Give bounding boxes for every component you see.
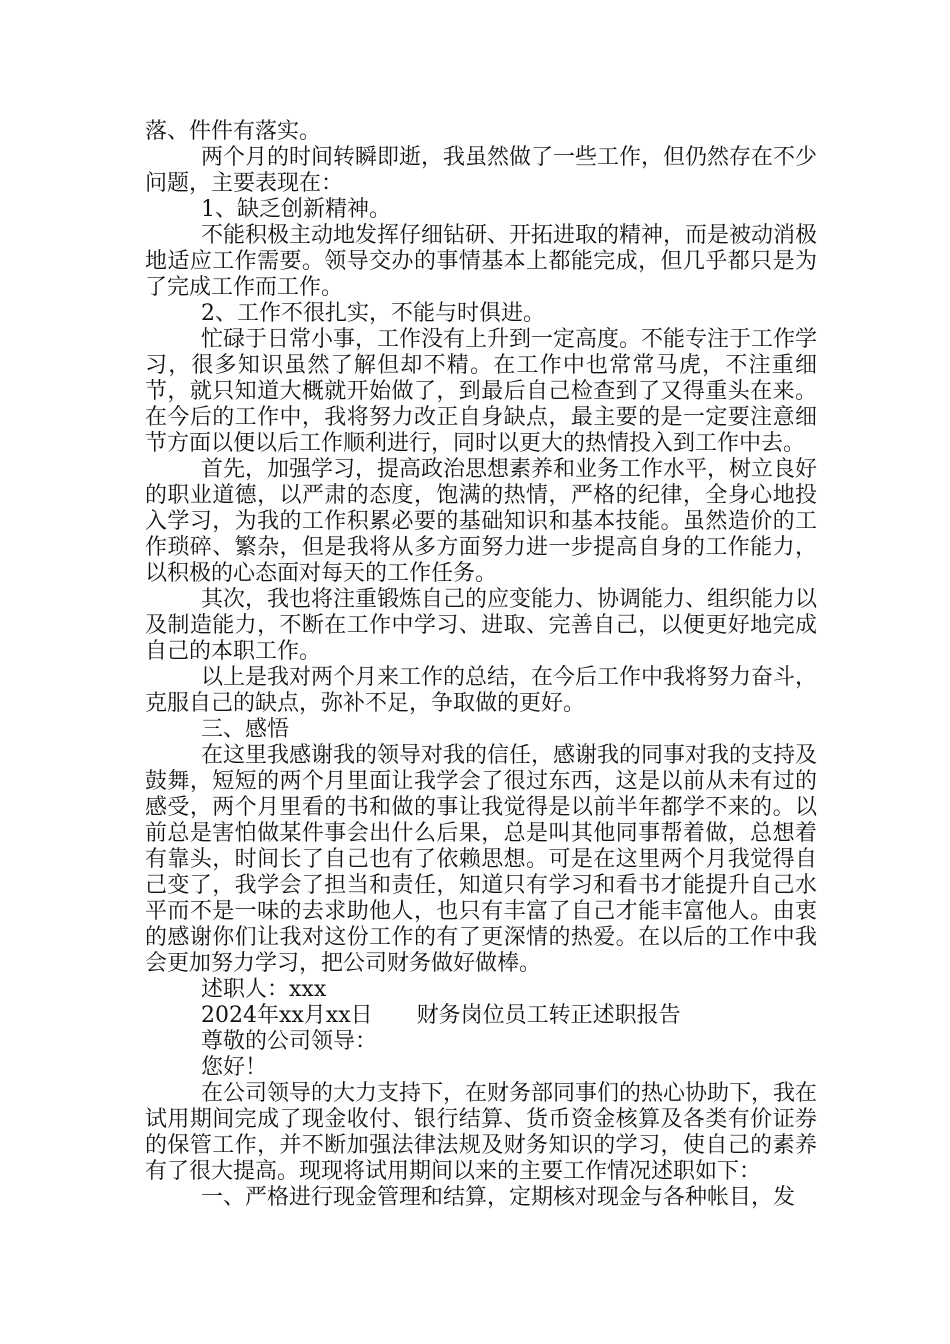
paragraph: 落、件件有落实。	[145, 119, 322, 144]
document-page	[145, 119, 817, 1211]
list-heading: 2、工作不很扎实，不能与时俱进。	[201, 301, 545, 326]
paragraph: 在这里我感谢我的领导对我的信任，感谢我的同事对我的支持及鼓舞，短短的两个月里面让我学会了很过东西，这是以前从未有过的感受，两个月里看的书和做的事让我觉得是以前半年都学不来的。以前总是害怕做某件事会出什么后果，总是叫其他同事帮着做，总想着有靠头，时间长了自己也有了依赖思想。可是在这里两个月我觉得自己变了，我学会了担当和责任，知道只有学习和看书才能提升自己水平而不是一味的去求助他人，也只有丰富了自己才能丰富他人。由衷的感谢你们让我对这份工作的有了更深情的热爱。在以后的工作中我会更加努力学习，把公司财务做好做棒。	[145, 743, 818, 976]
section-heading: 三、感悟	[201, 717, 290, 742]
paragraph: 一、严格进行现金管理和结算，定期核对现金与各种帐目，发	[201, 1185, 796, 1210]
paragraph: 两个月的时间转瞬即逝，我虽然做了一些工作，但仍然存在不少问题，主要表现在：	[145, 145, 818, 196]
paragraph: 不能积极主动地发挥仔细钻研、开拓进取的精神，而是被动消极地适应工作需要。领导交办的事情基本上都能完成，但几乎都只是为了完成工作而工作。	[145, 223, 818, 300]
paragraph: 其次，我也将注重锻炼自己的应变能力、协调能力、组织能力以及制造能力，不断在工作中学习、进取、完善自己，以便更好地完成自己的本职工作。	[145, 587, 818, 664]
paragraph: 忙碌于日常小事，工作没有上升到一定高度。不能专注于工作学习，很多知识虽然了解但却不精。在工作中也常常马虎，不注重细节，就只知道大概就开始做了，到最后自己检查到了又得重头在来。在今后的工作中，我将努力改正自身缺点，最主要的是一定要注意细节方面以便以后工作顺利进行，同时以更大的热情投入到工作中去。	[145, 327, 818, 456]
salutation: 尊敬的公司领导：	[201, 1029, 378, 1054]
greeting: 您好！	[201, 1055, 268, 1080]
date-title-line	[145, 1003, 817, 1029]
signature-line: 述职人：xxx	[201, 977, 327, 1002]
paragraph: 以上是我对两个月来工作的总结，在今后工作中我将努力奋斗，克服自己的缺点，弥补不足，争取做的更好。	[145, 665, 818, 716]
list-heading: 1、缺乏创新精神。	[201, 197, 391, 222]
next-report-title: 财务岗位员工转正述职报告	[416, 1003, 681, 1028]
date-line: 2024年xx月xx日	[201, 1003, 373, 1028]
paragraph: 在公司领导的大力支持下，在财务部同事们的热心协助下，我在试用期间完成了现金收付、银行结算、货币资金核算及各类有价证券的保管工作，并不断加强法律法规及财务知识的学习，使自己的素养有了很大提高。现现将试用期间以来的主要工作情况述职如下：	[145, 1081, 818, 1184]
paragraph: 首先，加强学习，提高政治思想素养和业务工作水平，树立良好的职业道德，以严肃的态度，饱满的热情，严格的纪律，全身心地投入学习，为我的工作积累必要的基础知识和基本技能。虽然造价的工作琐碎、繁杂，但是我将从多方面努力进一步提高自身的工作能力，以积极的心态面对每天的工作任务。	[145, 457, 818, 586]
